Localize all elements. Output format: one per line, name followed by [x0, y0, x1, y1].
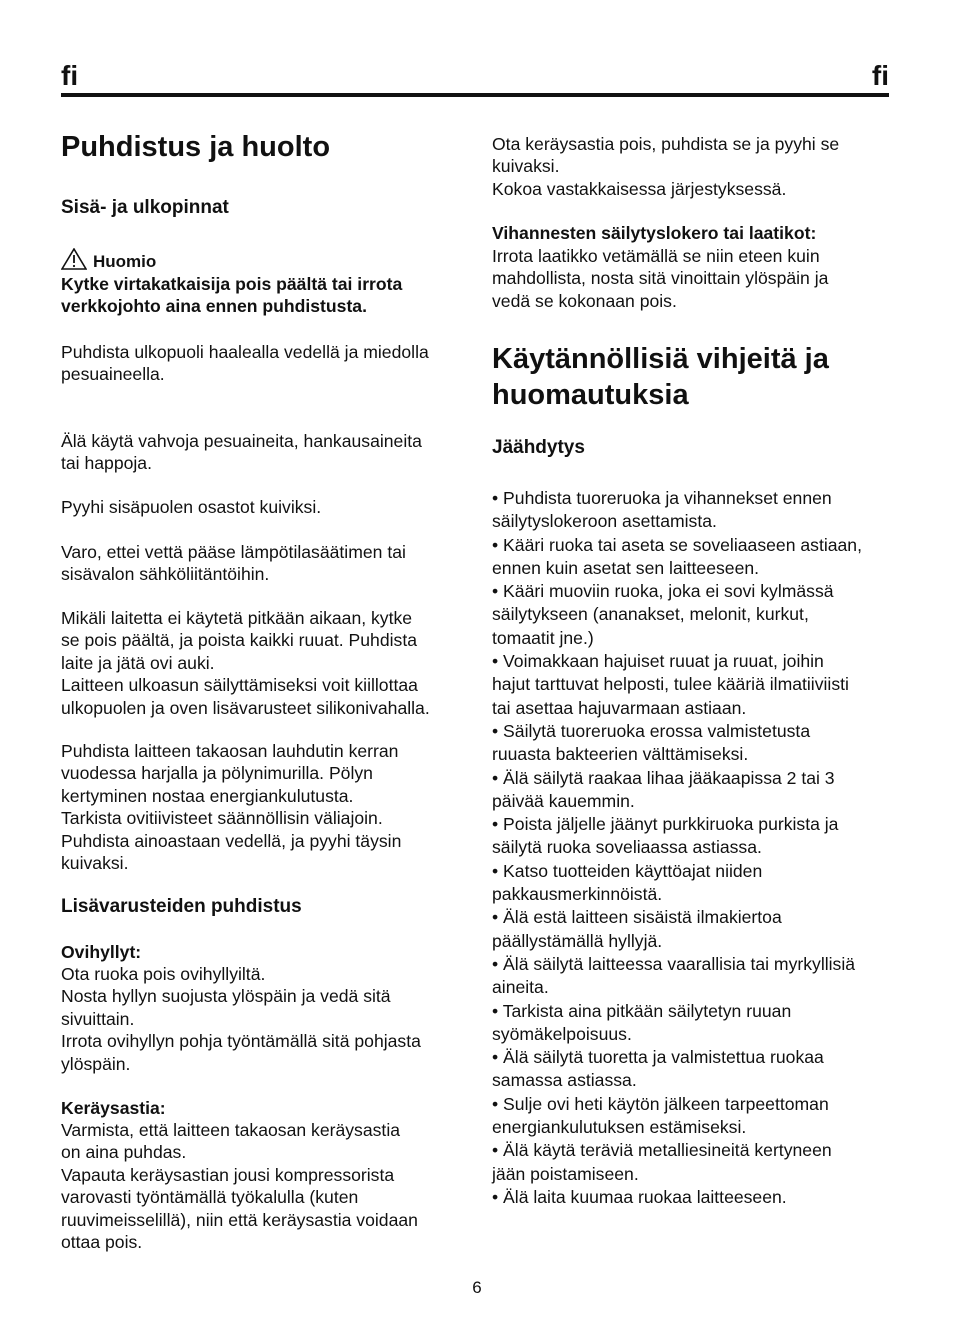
page-title: Puhdistus ja huolto	[61, 131, 331, 163]
drip-tray-text: Varmista, että laitteen takaosan keräysastia on aina puhdas. Vapauta keräysastian jousi kompressorista varovasti työntämällä työkalulla (kuten ruuvimeisselillä), niin että keräysastia voidaan ottaa pois.	[61, 1120, 418, 1253]
header-rule	[61, 93, 889, 97]
section-title-cooling: Jäähdytys	[492, 437, 585, 458]
paragraph-condenser: Puhdista laitteen takaosan lauhdutin kerran vuodessa harjalla ja pölynimurilla. Pölyn kertyminen nostaa energiankulutusta. Tarkista ovitiivisteet säännöllisin väliajoin. Puhdista ainoastaan vedellä, ja pyyhi täysin kuivaksi.	[61, 741, 402, 874]
section-title-surfaces: Sisä- ja ulkopinnat	[61, 197, 229, 218]
page-number: 6	[472, 1278, 482, 1297]
section-title-accessories: Lisävarusteiden puhdistus	[61, 896, 302, 917]
paragraph-long-absence: Mikäli laitetta ei käytetä pitkään aikaan, kytke se pois päältä, ja poista kaikki ruuat. Puhdista laite ja jätä ovi auki. Laitteen ulkoasun säilyttämiseksi voit kiillottaa ulkopuolen ja oven lisävarusteet silikonivahalla.	[61, 608, 430, 718]
drip-tray-label: Keräysastia:	[61, 1098, 166, 1118]
warning-text: Kytke virtakatkaisija pois päältä tai irrota verkkojohto aina ennen puhdistusta.	[61, 274, 403, 317]
paragraph-water-warning: Varo, ettei vettä pääse lämpötilasäätimen tai sisävalon sähköliitäntöihin.	[61, 542, 406, 585]
warning-triangle-icon	[61, 248, 87, 270]
warning-block	[61, 248, 156, 273]
vegetable-drawer-text: Irrota laatikko vetämällä se niin eteen kuin mahdollista, nosta sitä vinoittain ylöspäin ja vedä se kokonaan pois.	[492, 246, 829, 311]
door-shelves-text: Ota ruoka pois ovihyllyiltä. Nosta hyllyn suojusta ylöspäin ja vedä sitä sivuittain. Irrota ovihyllyn pohja työntämällä sitä pohjasta ylöspäin.	[61, 964, 421, 1074]
language-code-right: fi	[871, 60, 889, 91]
tips-title: Käytännöllisiä vihjeitä ja huomautuksia	[492, 343, 829, 411]
paragraph-exterior: Puhdista ulkopuoli haalealla vedellä ja miedolla pesuaineella.	[61, 342, 429, 385]
warning-label: Huomio	[93, 252, 157, 271]
page-header	[61, 60, 889, 94]
vegetable-drawer-label: Vihannesten säilytyslokero tai laatikot:	[492, 223, 817, 243]
cooling-tips-list: • Puhdista tuoreruoka ja vihannekset ennen säilytyslokeroon asettamista. • Kääri ruoka tai aseta se soveliaaseen astiaan, ennen kuin asetat sen laitteeseen. • Kääri muoviin ruoka, joka ei sovi kylmässä säilytykseen (ananakset, melonit, kurkut, tomaatit jne.) • Voimakkaan hajuiset ruuat ja ruuat, joihin hajut tarttuvat helposti, tulee kääriä ilmatiiviisti tai asettaa hajuvarmaan astiaan. • Säilytä tuoreruoka erossa valmistetusta ruuasta bakteerien välttämiseksi. • Älä säilytä raakaa lihaa jääkaapissa 2 tai 3 päivää kauemmin. • Poista jäljelle jäänyt purkkiruoka purkista ja säilytä ruoka soveliaassa astiassa. • Katso tuotteiden käyttöajat niiden pakkausmerkinnöistä. • Älä estä laitteen sisäistä ilmakiertoa päällystämällä hyllyjä. • Älä säilytä laitteessa vaarallisia tai myrkyllisiä aineita. • Tarkista aina pitkään säilytetyn ruuan syömäkelpoisuus. • Älä säilytä tuoretta ja valmistettua ruokaa samassa astiassa. • Sulje ovi heti käytön jälkeen tarpeettoman energiankulutuksen estämiseksi. • Älä käytä teräviä metalliesineitä kertyneen jään poistamiseen. • Älä laita kuumaa ruokaa laitteeseen.	[492, 488, 862, 1207]
paragraph-detergents: Älä käytä vahvoja pesuaineita, hankausaineita tai happoja.	[61, 431, 422, 474]
language-code-left: fi	[61, 60, 79, 91]
paragraph-interior: Pyyhi sisäpuolen osastot kuiviksi.	[61, 497, 322, 517]
drip-tray-continued: Ota keräysastia pois, puhdista se ja pyyhi se kuivaksi. Kokoa vastakkaisessa järjestyksessä.	[492, 134, 840, 199]
door-shelves-label: Ovihyllyt:	[61, 942, 142, 962]
